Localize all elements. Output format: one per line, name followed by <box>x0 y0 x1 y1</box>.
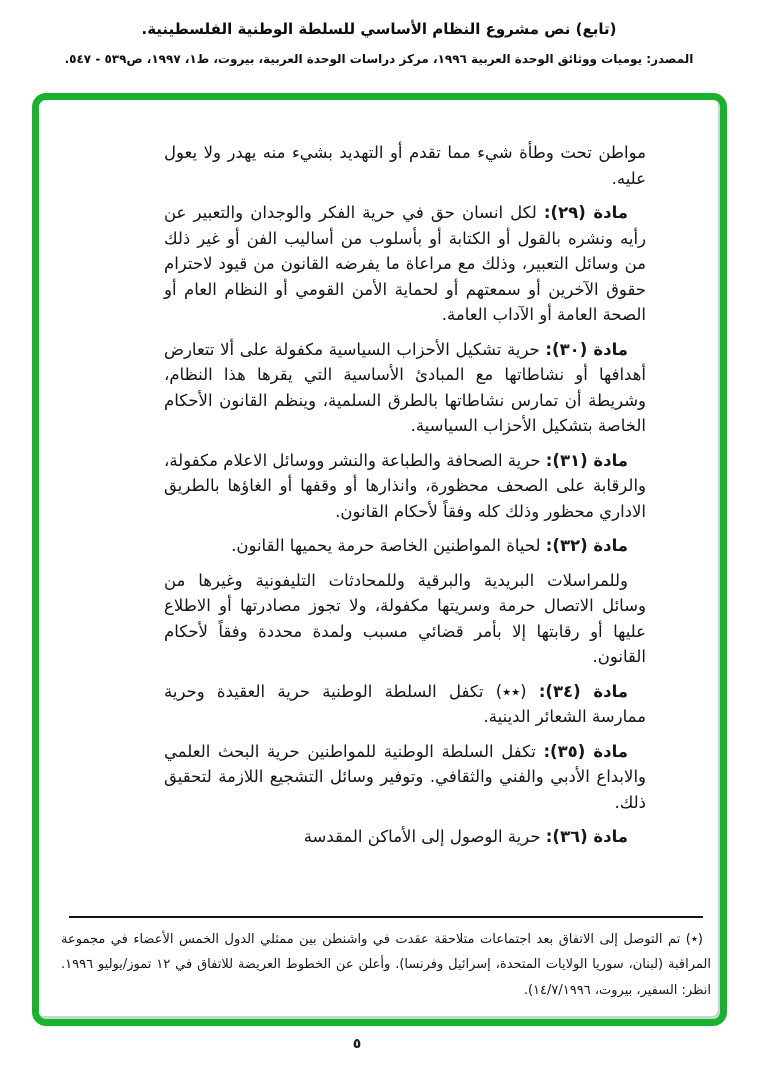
footnote-text <box>61 927 711 1004</box>
article-label: مادة (٢٩): <box>543 203 628 222</box>
article-32 <box>164 533 646 559</box>
article-text: (٭٭) تكفل السلطة الوطنية حرية العقيدة وحرية ممارسة الشعائر الدينية. <box>164 681 646 726</box>
article-34 <box>164 679 646 730</box>
article-32-continuation <box>164 568 646 670</box>
footnote-body: تم التوصل إلى الاتفاق بعد اجتماعات متلاحقة عقدت في واشنطن بين ممثلي الدول الخمس الأعضاء في مجموعة المراقبة (لبنان، سوريا الولايات المتحدة، إسرائيل وفرنسا). وأعلن عن الخطوط العريضة للاتفاق في ١٢ تموز/يوليو ١٩٩٦. انظر: السفير، بيروت، ١٤/٧/١٩٩٦). <box>61 931 711 998</box>
article-label: مادة (٣٥): <box>543 741 629 761</box>
article-text: حرية الوصول إلى الأماكن المقدسة <box>303 827 541 846</box>
article-label: مادة (٣٤): <box>538 681 629 701</box>
article-text: تكفل السلطة الوطنية للمواطنين حرية البحث العلمي والابداع الأدبي والفني والثقافي. وتوفير وسائل التشجيع اللازمة لتحقيق ذلك. <box>164 741 646 812</box>
paragraph-text: مواطن تحت وطأة شيء مما تقدم أو التهديد بشيء منه يهدر ولا يعول عليه. <box>164 143 646 188</box>
footnote-marker: (٭) <box>685 931 703 947</box>
article-text: لحياة المواطنين الخاصة حرمة يحميها القانون. <box>231 536 541 555</box>
article-31 <box>164 448 646 525</box>
article-36 <box>164 824 646 850</box>
article-29 <box>164 200 646 328</box>
article-text: لكل انسان حق في حرية الفكر والوجدان والتعبير عن رأيه ونشره بالقول أو الكتابة أو بأسلوب من أساليب الفن أو غير ذلك من وسائل التعبير، وذلك مع مراعاة ما يفرضه القانون من قيود لاحترام حقوق الآخرين أو سمعتهم أو لحماية الأمن القومي أو النظام العام أو الصحة العامة أو الآداب العامة. <box>164 203 646 324</box>
article-label: مادة (٣١): <box>545 450 628 470</box>
page-number: ٥ <box>352 1036 362 1052</box>
article-text: حرية تشكيل الأحزاب السياسية مكفولة على ألا تتعارض أهدافها أو نشاطاتها مع المبادئ الأساسية التي يقرها هذا النظام، وشريطة أن تمارس نشاطاتها بالطرق السلمية، وينظم القانون الأحكام الخاصة بتشكيل الأحزاب السياسية. <box>164 339 646 435</box>
source-line: المصدر: يوميات ووثائق الوحدة العربية ١٩٩٦، مركز دراسات الوحدة العربية، بيروت، ط١، ١٩٩٧، ص٥٣٩ - ٥٤٧. <box>64 52 694 66</box>
paragraph-text: وللمراسلات البريدية والبرقية وللمحادثات التليفونية وغيرها من وسائل الاتصال حرمة وسريتها مكفولة، ولا تجوز مصادرتها أو الاطلاع عليها أو رقابتها إلا بأمر قضائي مسبب ولمدة محددة وفقاً لأحكام القانون. <box>164 570 646 666</box>
document-body <box>164 140 646 859</box>
article-30 <box>164 337 646 439</box>
article-label: مادة (٣٢): <box>545 536 628 555</box>
page-title: (تابع) نص مشروع النظام الأساسي للسلطة الوطنية الفلسطينية. <box>141 20 617 38</box>
green-frame <box>32 93 727 1026</box>
continued-paragraph <box>164 140 646 191</box>
footnote-area <box>53 916 715 1004</box>
article-label: مادة (٣٦): <box>545 827 628 846</box>
article-label: مادة (٣٠): <box>545 339 629 359</box>
article-35 <box>164 739 646 816</box>
article-text: حرية الصحافة والطباعة والنشر ووسائل الاعلام مكفولة، والرقابة على الصحف محظورة، وانذارها أو وقفها أو الغاؤها بالطريق الاداري محظور وذلك كله وفقاً لأحكام القانون. <box>164 450 646 521</box>
footnote-divider <box>69 916 703 918</box>
